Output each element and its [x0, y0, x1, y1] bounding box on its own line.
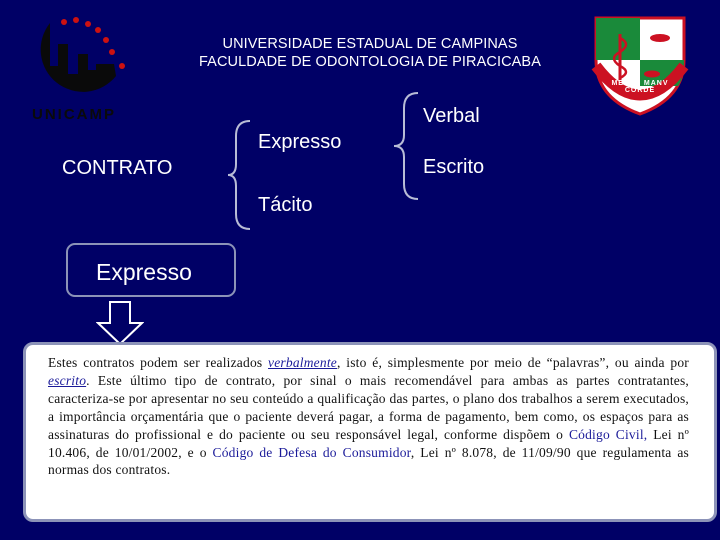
text-part-4: Lei nº 10.406, de 10/01/2002, e o	[48, 426, 690, 460]
consumer-code-reference: Código de Defesa do Consumidor	[212, 444, 411, 460]
express-section-box	[66, 243, 236, 297]
express-label: Expresso	[258, 131, 342, 153]
brace-contract	[226, 118, 254, 232]
verbal-label: Verbal	[423, 105, 480, 127]
text-written: escrito	[48, 372, 87, 388]
written-label: Escrito	[423, 156, 485, 178]
text-part-1: Estes contratos podem ser realizados	[48, 355, 269, 370]
express-section-title: Expresso	[96, 259, 192, 285]
text-part-3: . Este último tipo de contrato, por sinal o mais recomendável para ambas as partes contratantes, caracteriza-se por apresentar no seu conteúdo a qualificação das partes, o plano dos trabalhos a serem executados, a importância orçamentária que o paciente deverá pagar, a forma de pagamento, bem como, os espaços para as assinaturas do profissional e do paciente ou seu responsável legal, conforme dispõem o	[48, 372, 689, 442]
unicamp-wordmark: UNICAMP	[32, 106, 116, 123]
faculty-name: FACULDADE DE ODONTOLOGIA DE PIRACICABA	[199, 54, 541, 70]
text-part-2: , isto é, simplesmente por meio de “palavras”, ou ainda por	[336, 355, 689, 370]
civil-code-reference: Código Civil,	[568, 426, 654, 442]
text-part-5: , Lei nº 8.078, de 11/09/90 que regulamenta as normas dos contratos.	[48, 444, 689, 478]
fop-crest	[590, 14, 690, 118]
crest-icon	[590, 14, 690, 118]
contract-label: CONTRATO	[62, 157, 173, 179]
university-name: UNIVERSIDADE ESTADUAL DE CAMPINAS	[222, 36, 518, 52]
contract-explanation-panel	[23, 342, 717, 522]
brace-express	[392, 90, 422, 202]
unicamp-logo	[28, 14, 132, 122]
crest-motto: MENTE MANV CORDE	[611, 80, 669, 94]
tacit-label: Tácito	[258, 194, 313, 216]
down-arrow-icon	[96, 301, 144, 345]
text-verbally: verbalmente	[268, 355, 337, 370]
